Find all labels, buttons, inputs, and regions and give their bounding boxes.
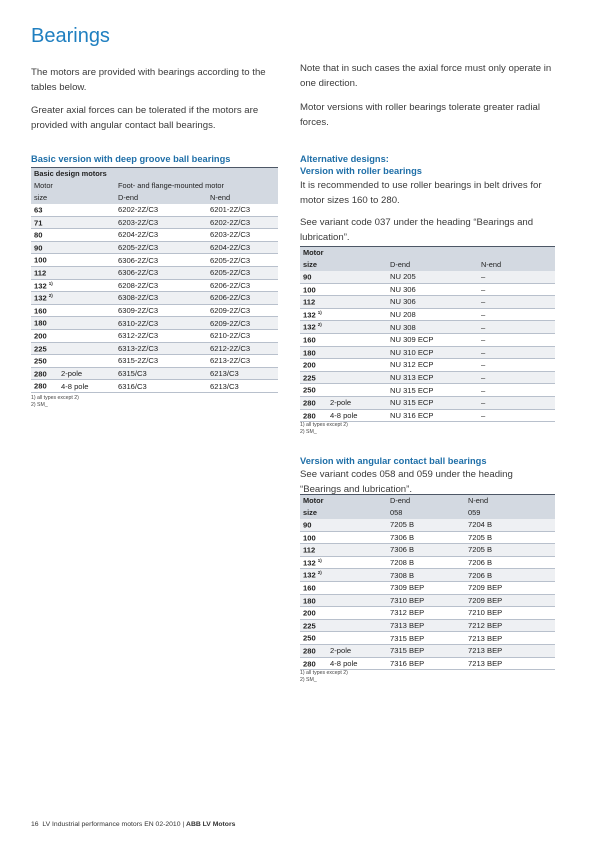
table-header-row	[300, 259, 555, 271]
header-motor: Motor	[31, 180, 115, 192]
cell-size: 225	[31, 342, 58, 355]
cell-n-end: 7209 BEP	[465, 594, 555, 607]
cell-size: 250	[31, 355, 58, 368]
table-row	[31, 342, 278, 355]
cell-size: 200	[300, 359, 327, 372]
cell-n-end: 6212-2Z/C3	[207, 342, 278, 355]
table-row	[300, 409, 555, 422]
cell-d-end: NU 315 ECP	[387, 396, 478, 409]
header-motor: Motor	[300, 247, 555, 259]
table-row	[31, 329, 278, 342]
cell-size: 200	[300, 607, 327, 620]
roller-footnotes	[300, 422, 348, 436]
cell-size: 160	[300, 333, 327, 346]
table-row	[300, 519, 555, 532]
cell-d-end: 7208 B	[387, 556, 465, 569]
table-row	[300, 359, 555, 372]
cell-d-end: 6205-2Z/C3	[115, 241, 207, 254]
cell-n-end: 6206-2Z/C3	[207, 292, 278, 305]
footnote: 1) all types except 2)	[31, 395, 79, 401]
cell-n-end: 7204 B	[465, 519, 555, 532]
cell-size: 250	[300, 632, 327, 645]
cell-d-end: 7315 BEP	[387, 644, 465, 657]
cell-pole	[327, 271, 387, 284]
cell-n-end: –	[478, 283, 555, 296]
brand-name: ABB LV Motors	[186, 821, 236, 828]
cell-pole	[58, 317, 115, 330]
cell-d-end: 6202-2Z/C3	[115, 204, 207, 217]
cell-pole: 4-8 pole	[327, 409, 387, 422]
table-row	[31, 229, 278, 242]
cell-size: 100	[31, 254, 58, 267]
table-row	[31, 241, 278, 254]
cell-d-end: NU 208	[387, 308, 478, 321]
table-row	[31, 266, 278, 279]
cell-pole	[327, 569, 387, 582]
cell-d-end: 7306 B	[387, 544, 465, 557]
cell-pole	[327, 519, 387, 532]
cell-size: 180	[31, 317, 58, 330]
cell-n-end: 7205 B	[465, 544, 555, 557]
cell-d-end: NU 312 ECP	[387, 359, 478, 372]
intro-paragraph-2: Greater axial forces can be tolerated if the motors are provided with angular contact ball bearings.	[31, 105, 259, 131]
cell-size: 132 $^{1)}$	[300, 308, 327, 321]
cell-pole	[327, 359, 387, 372]
cell-size: 280	[300, 409, 327, 422]
cell-pole	[327, 594, 387, 607]
cell-pole	[58, 292, 115, 305]
footnote: 1) all types except 2)	[300, 422, 348, 428]
cell-size: 80	[31, 229, 58, 242]
table-row	[300, 308, 555, 321]
header-n-end: N-end	[478, 259, 555, 271]
footnote-marker: 1)	[317, 557, 322, 563]
footnote: 1) all types except 2)	[300, 670, 348, 676]
cell-size: 250	[300, 384, 327, 397]
header-d-end: D-end	[387, 495, 465, 507]
cell-d-end: NU 315 ECP	[387, 384, 478, 397]
cell-size: 225	[300, 619, 327, 632]
cell-size: 280	[300, 396, 327, 409]
cell-pole	[327, 556, 387, 569]
cell-d-end: 6309-2Z/C3	[115, 304, 207, 317]
note-paragraph-2: Motor versions with roller bearings tolerate greater radial forces.	[300, 102, 540, 128]
cell-pole	[58, 254, 115, 267]
header-n-code: 059	[465, 507, 555, 519]
cell-n-end: 7205 B	[465, 531, 555, 544]
table-row	[31, 292, 278, 305]
cell-size: 112	[300, 296, 327, 309]
table-row	[31, 317, 278, 330]
header-n-end: N-end	[207, 192, 278, 204]
cell-size: 280	[31, 380, 58, 393]
table-row	[31, 279, 278, 292]
cell-pole	[58, 304, 115, 317]
cell-size: 225	[300, 371, 327, 384]
cell-pole	[327, 384, 387, 397]
footnote-marker: 1)	[48, 280, 53, 286]
header-mount: Foot- and flange-mounted motor	[115, 180, 278, 192]
cell-pole	[327, 619, 387, 632]
table-row	[300, 594, 555, 607]
cell-pole	[327, 283, 387, 296]
table-row	[300, 346, 555, 359]
header-n-end: N-end	[465, 495, 555, 507]
roller-section-heading: Version with roller bearings	[300, 166, 422, 176]
table-row	[300, 569, 555, 582]
cell-pole	[58, 342, 115, 355]
cell-pole	[327, 581, 387, 594]
cell-d-end: 7309 BEP	[387, 581, 465, 594]
table-header-row	[31, 192, 278, 204]
header-motor: Motor	[300, 495, 387, 507]
cell-size: 180	[300, 346, 327, 359]
footnote-marker: 2)	[317, 322, 322, 328]
cell-d-end: 6306-2Z/C3	[115, 254, 207, 267]
group-label: Basic design motors	[31, 168, 278, 180]
cell-size: 90	[31, 241, 58, 254]
angular-text: See variant codes 058 and 059 under the heading “Bearings and lubrication”.	[300, 469, 513, 495]
note-paragraph-1: Note that in such cases the axial force must only operate in one direction.	[300, 63, 552, 89]
cell-d-end: 7310 BEP	[387, 594, 465, 607]
table-row	[31, 380, 278, 393]
cell-n-end: 7206 B	[465, 569, 555, 582]
cell-n-end: –	[478, 296, 555, 309]
cell-pole: 4-8 pole	[327, 657, 387, 670]
table-row	[31, 254, 278, 267]
table-row	[300, 333, 555, 346]
cell-n-end: 6205-2Z/C3	[207, 266, 278, 279]
cell-d-end: NU 310 ECP	[387, 346, 478, 359]
cell-pole	[58, 241, 115, 254]
table-row	[300, 556, 555, 569]
document-name: LV Industrial performance motors EN 02-2010 |	[42, 821, 185, 828]
cell-size: 63	[31, 204, 58, 217]
roller-bearings-table	[300, 246, 555, 422]
angular-bearings-table	[300, 494, 555, 670]
cell-d-end: NU 306	[387, 283, 478, 296]
cell-pole	[327, 346, 387, 359]
cell-size: 280	[300, 657, 327, 670]
cell-d-end: 7313 BEP	[387, 619, 465, 632]
cell-d-end: NU 306	[387, 296, 478, 309]
footnote: 2) SM_	[300, 429, 317, 435]
header-size: size	[300, 507, 387, 519]
table-row	[300, 396, 555, 409]
header-d-code: 058	[387, 507, 465, 519]
cell-pole	[327, 632, 387, 645]
cell-n-end: –	[478, 333, 555, 346]
angular-footnotes	[300, 670, 348, 684]
cell-n-end: 7206 B	[465, 556, 555, 569]
cell-pole	[327, 333, 387, 346]
table-row	[31, 216, 278, 229]
cell-n-end: –	[478, 346, 555, 359]
cell-n-end: 6202-2Z/C3	[207, 216, 278, 229]
table-row	[31, 355, 278, 368]
table-row	[300, 271, 555, 284]
cell-size: 90	[300, 271, 327, 284]
cell-size: 100	[300, 283, 327, 296]
cell-n-end: –	[478, 396, 555, 409]
cell-n-end: 6201-2Z/C3	[207, 204, 278, 217]
cell-n-end: 6203-2Z/C3	[207, 229, 278, 242]
table-row	[300, 371, 555, 384]
cell-size: 132 $^{1)}$	[300, 556, 327, 569]
cell-pole	[327, 321, 387, 334]
cell-size: 160	[31, 304, 58, 317]
cell-d-end: 6204-2Z/C3	[115, 229, 207, 242]
roller-text-2: See variant code 037 under the heading “Bearings and lubrication”.	[300, 217, 534, 243]
cell-d-end: 6312-2Z/C3	[115, 329, 207, 342]
cell-pole: 4-8 pole	[58, 380, 115, 393]
basic-section-heading: Basic version with deep groove ball bearings	[31, 154, 231, 164]
cell-size: 90	[300, 519, 327, 532]
table-row	[31, 304, 278, 317]
cell-n-end: 7213 BEP	[465, 657, 555, 670]
table-row	[300, 619, 555, 632]
cell-size: 180	[300, 594, 327, 607]
cell-d-end: 7306 B	[387, 531, 465, 544]
table-row	[300, 321, 555, 334]
page-number: 16	[31, 821, 39, 828]
cell-d-end: 6315-2Z/C3	[115, 355, 207, 368]
cell-size: 112	[31, 266, 58, 279]
cell-d-end: 6308-2Z/C3	[115, 292, 207, 305]
page-footer	[31, 821, 235, 828]
cell-n-end: –	[478, 359, 555, 372]
cell-d-end: 7308 B	[387, 569, 465, 582]
table-row	[300, 544, 555, 557]
cell-n-end: 7209 BEP	[465, 581, 555, 594]
footnote: 2) SM_	[31, 402, 48, 408]
cell-n-end: 6206-2Z/C3	[207, 279, 278, 292]
angular-section-heading: Version with angular contact ball bearings	[300, 456, 487, 466]
cell-pole	[58, 229, 115, 242]
header-size: size	[31, 192, 115, 204]
page-title: Bearings	[31, 25, 110, 47]
cell-pole	[58, 216, 115, 229]
cell-d-end: 7312 BEP	[387, 607, 465, 620]
cell-n-end: –	[478, 384, 555, 397]
header-d-end: D-end	[387, 259, 478, 271]
basic-footnotes	[31, 395, 79, 409]
table-row	[31, 367, 278, 380]
basic-bearings-table	[31, 167, 278, 393]
cell-d-end: NU 308	[387, 321, 478, 334]
cell-n-end: –	[478, 308, 555, 321]
table-row	[300, 581, 555, 594]
cell-n-end: 6210-2Z/C3	[207, 329, 278, 342]
cell-pole	[327, 296, 387, 309]
cell-size: 160	[300, 581, 327, 594]
cell-pole	[58, 266, 115, 279]
cell-pole	[58, 204, 115, 217]
cell-d-end: 7315 BEP	[387, 632, 465, 645]
table-row	[300, 531, 555, 544]
cell-pole	[327, 531, 387, 544]
table-header-row	[300, 495, 555, 507]
cell-size: 132 $^{2)}$	[300, 321, 327, 334]
cell-pole: 2-pole	[327, 396, 387, 409]
table-row	[300, 657, 555, 670]
cell-n-end: 6204-2Z/C3	[207, 241, 278, 254]
cell-n-end: 7210 BEP	[465, 607, 555, 620]
intro-paragraph-1: The motors are provided with bearings according to the tables below.	[31, 67, 266, 93]
cell-n-end: 7213 BEP	[465, 632, 555, 645]
cell-n-end: –	[478, 409, 555, 422]
cell-size: 132 $^{2)}$	[31, 292, 58, 305]
footnote-marker: 2)	[317, 570, 322, 576]
cell-n-end: –	[478, 271, 555, 284]
cell-size: 132 $^{1)}$	[31, 279, 58, 292]
cell-n-end: 7213 BEP	[465, 644, 555, 657]
table-row	[300, 283, 555, 296]
cell-n-end: 6205-2Z/C3	[207, 254, 278, 267]
cell-size: 132 $^{2)}$	[300, 569, 327, 582]
footnote-marker: 1)	[317, 309, 322, 315]
cell-d-end: 6203-2Z/C3	[115, 216, 207, 229]
table-header-group	[31, 168, 278, 180]
cell-d-end: 6310-2Z/C3	[115, 317, 207, 330]
cell-n-end: –	[478, 371, 555, 384]
cell-n-end: 6209-2Z/C3	[207, 317, 278, 330]
table-row	[300, 296, 555, 309]
cell-d-end: 7205 B	[387, 519, 465, 532]
table-row	[300, 632, 555, 645]
cell-d-end: 6208-2Z/C3	[115, 279, 207, 292]
table-row	[300, 384, 555, 397]
cell-d-end: NU 205	[387, 271, 478, 284]
cell-n-end: –	[478, 321, 555, 334]
cell-size: 280	[300, 644, 327, 657]
table-header-row	[31, 180, 278, 192]
table-row	[31, 204, 278, 217]
cell-n-end: 7212 BEP	[465, 619, 555, 632]
roller-text-1: It is recommended to use roller bearings in belt drives for motor sizes 160 to 280.	[300, 180, 542, 206]
cell-size: 280	[31, 367, 58, 380]
cell-d-end: 7316 BEP	[387, 657, 465, 670]
cell-d-end: NU 316 ECP	[387, 409, 478, 422]
header-d-end: D-end	[115, 192, 207, 204]
cell-pole	[327, 308, 387, 321]
table-header-row	[300, 507, 555, 519]
header-size: size	[300, 259, 387, 271]
cell-size: 200	[31, 329, 58, 342]
cell-d-end: NU 309 ECP	[387, 333, 478, 346]
cell-pole: 2-pole	[58, 367, 115, 380]
cell-pole	[58, 355, 115, 368]
cell-d-end: 6315/C3	[115, 367, 207, 380]
table-row	[300, 644, 555, 657]
cell-size: 71	[31, 216, 58, 229]
cell-n-end: 6209-2Z/C3	[207, 304, 278, 317]
cell-pole	[327, 607, 387, 620]
cell-pole: 2-pole	[327, 644, 387, 657]
table-header-row	[300, 247, 555, 259]
table-row	[300, 607, 555, 620]
cell-pole	[327, 544, 387, 557]
cell-n-end: 6213/C3	[207, 380, 278, 393]
cell-pole	[58, 329, 115, 342]
cell-size: 100	[300, 531, 327, 544]
alt-designs-heading: Alternative designs:	[300, 154, 389, 164]
footnote: 2) SM_	[300, 677, 317, 683]
cell-pole	[327, 371, 387, 384]
cell-d-end: 6306-2Z/C3	[115, 266, 207, 279]
cell-size: 112	[300, 544, 327, 557]
cell-d-end: 6316/C3	[115, 380, 207, 393]
cell-d-end: NU 313 ECP	[387, 371, 478, 384]
cell-pole	[58, 279, 115, 292]
cell-d-end: 6313-2Z/C3	[115, 342, 207, 355]
cell-n-end: 6213-2Z/C3	[207, 355, 278, 368]
footnote-marker: 2)	[48, 293, 53, 299]
cell-n-end: 6213/C3	[207, 367, 278, 380]
